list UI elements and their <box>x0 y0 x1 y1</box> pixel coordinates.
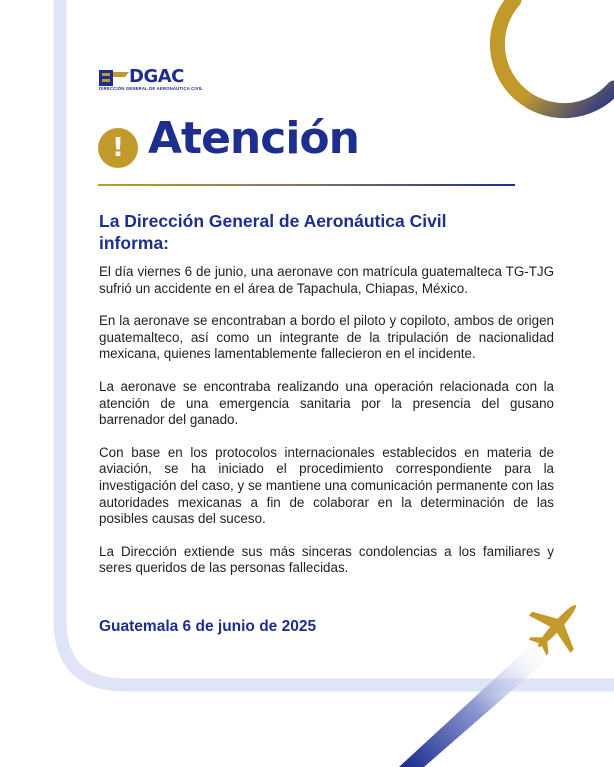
title-divider <box>98 184 515 186</box>
paragraph: La Dirección extiende sus más sinceras condolencias a los familiares y seres queridos de las personas fallecidas. <box>99 543 554 576</box>
paragraph: Con base en los protocolos internacionales establecidos en materia de aviación, se ha iniciado el procedimiento correspondiente para la investigación del caso, y se mantiene una comunicación permanente con las autoridades mexicanas a fin de colaborar en la determinación de las posibles causas del suceso. <box>99 444 554 527</box>
logo-name: DGAC <box>129 66 184 87</box>
paragraph: En la aeronave se encontraban a bordo el piloto y copiloto, ambos de origen guatemalteco, así como un integrante de la tripulación de nacionalidad mexicana, quienes lamentablemente fallecieron en el incidente. <box>99 313 554 362</box>
paragraph: La aeronave se encontraba realizando una operación relacionada con la atención de una emergencia sanitaria por la presencia del gusano barrenador del ganado. <box>99 378 554 428</box>
corner-arc <box>497 0 614 111</box>
date-line: Guatemala 6 de junio de 2025 <box>99 618 317 635</box>
announcement-heading: La Dirección General de Aeronáutica Civil informa: <box>99 211 447 253</box>
dgac-logo <box>99 67 211 93</box>
paragraph: El día viernes 6 de junio, una aeronave con matrícula guatemalteca TG-TJG sufrió un accidente en el área de Tapachula, Chiapas, México. <box>99 264 554 296</box>
announcement-body <box>99 264 554 577</box>
logo-subtitle: DIRECCIÓN GENERAL DE AERONÁUTICA CIVIL <box>99 86 203 91</box>
exclamation-icon: ! <box>98 128 138 168</box>
page-title: Atención <box>148 113 359 164</box>
airplane-contrail <box>399 648 556 767</box>
